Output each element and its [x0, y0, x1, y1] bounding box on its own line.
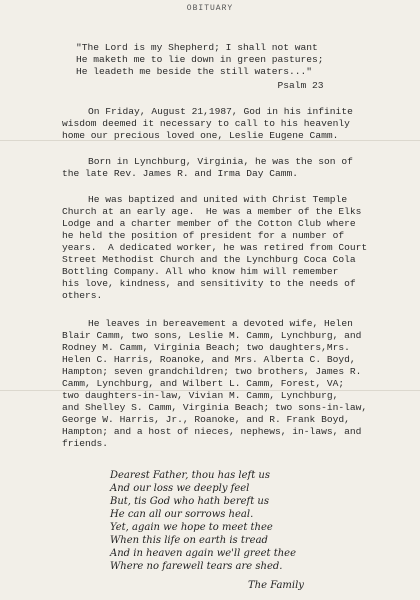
poem-line: And in heaven again we'll greet thee	[110, 548, 297, 559]
epigraph-line: "The Lord is my Shepherd; I shall not want	[76, 42, 318, 53]
paragraph-line: and Shelley S. Camm, Virginia Beach; two sons-in-law,	[62, 402, 368, 413]
epigraph-line: He maketh me to lie down in green pastures;	[76, 54, 324, 65]
paragraph-line: Blair Camm, two sons, Leslie M. Camm, Lynchburg, and	[62, 330, 362, 341]
poem-line: But, tis God who hath bereft us	[110, 496, 270, 507]
paragraph-line: Helen C. Harris, Roanoke, and Mrs. Alberta C. Boyd,	[62, 354, 356, 365]
epigraph-line: Psalm 23	[76, 80, 324, 91]
paragraph-line: On Friday, August 21,1987, God in his infinite	[88, 106, 353, 117]
paragraph-line: Bottling Company. All who know him will remember	[62, 266, 339, 277]
signoff: The Family	[248, 580, 304, 591]
paragraph-line: Street Methodist Church and the Lynchburg Coca Cola	[62, 254, 356, 265]
poem-line: Yet, again we hope to meet thee	[110, 522, 273, 533]
paragraph-line: years. A dedicated worker, he was retired from Court	[62, 242, 368, 253]
paragraph-line: Camm, Lynchburg, and Wilbert L. Camm, Forest, VA;	[62, 378, 345, 389]
paragraph-line: Church at an early age. He was a member of the Elks	[62, 206, 362, 217]
paragraph-line: his love, kindness, and sensitivity to the needs of	[62, 278, 356, 289]
poem-line: When this life on earth is tread	[110, 535, 268, 546]
paragraph-line: others.	[62, 290, 103, 301]
paragraph-line: two daughters-in-law, Vivian M. Camm, Lynchburg,	[62, 390, 339, 401]
paragraph-line: Hampton; seven grandchildren; two brothers, James R.	[62, 366, 362, 377]
paragraph-line: Lodge and a charter member of the Cotton Club where	[62, 218, 356, 229]
paragraph-line: Born in Lynchburg, Virginia, he was the son of	[88, 156, 353, 167]
poem-line: He can all our sorrows heal.	[110, 509, 254, 520]
paragraph-line: the late Rev. James R. and Irma Day Camm.	[62, 168, 299, 179]
poem-line: Where no farewell tears are shed.	[110, 561, 283, 572]
paragraph-line: home our precious loved one, Leslie Eugene Camm.	[62, 130, 339, 141]
paragraph-line: George W. Harris, Jr., Roanoke, and R. Frank Boyd,	[62, 414, 350, 425]
poem-line: Dearest Father, thou has left us	[110, 470, 270, 481]
poem-line: And our loss we deeply feel	[110, 483, 250, 494]
epigraph-line: He leadeth me beside the still waters..."	[76, 66, 313, 77]
paragraph-line: He leaves in bereavement a devoted wife, Helen	[88, 318, 353, 329]
paragraph-line: friends.	[62, 438, 109, 449]
page-title: OBITUARY	[186, 4, 234, 13]
paragraph-line: Rodney M. Camm, Virginia Beach; two daughters,Mrs.	[62, 342, 350, 353]
paragraph-line: He was baptized and united with Christ Temple	[88, 194, 348, 205]
paragraph-line: wisdom deemed it necessary to call to his heavenly	[62, 118, 350, 129]
paragraph-line: Hampton; and a host of nieces, nephews, in-laws, and	[62, 426, 362, 437]
paragraph-line: he held the position of president for a number of	[62, 230, 345, 241]
